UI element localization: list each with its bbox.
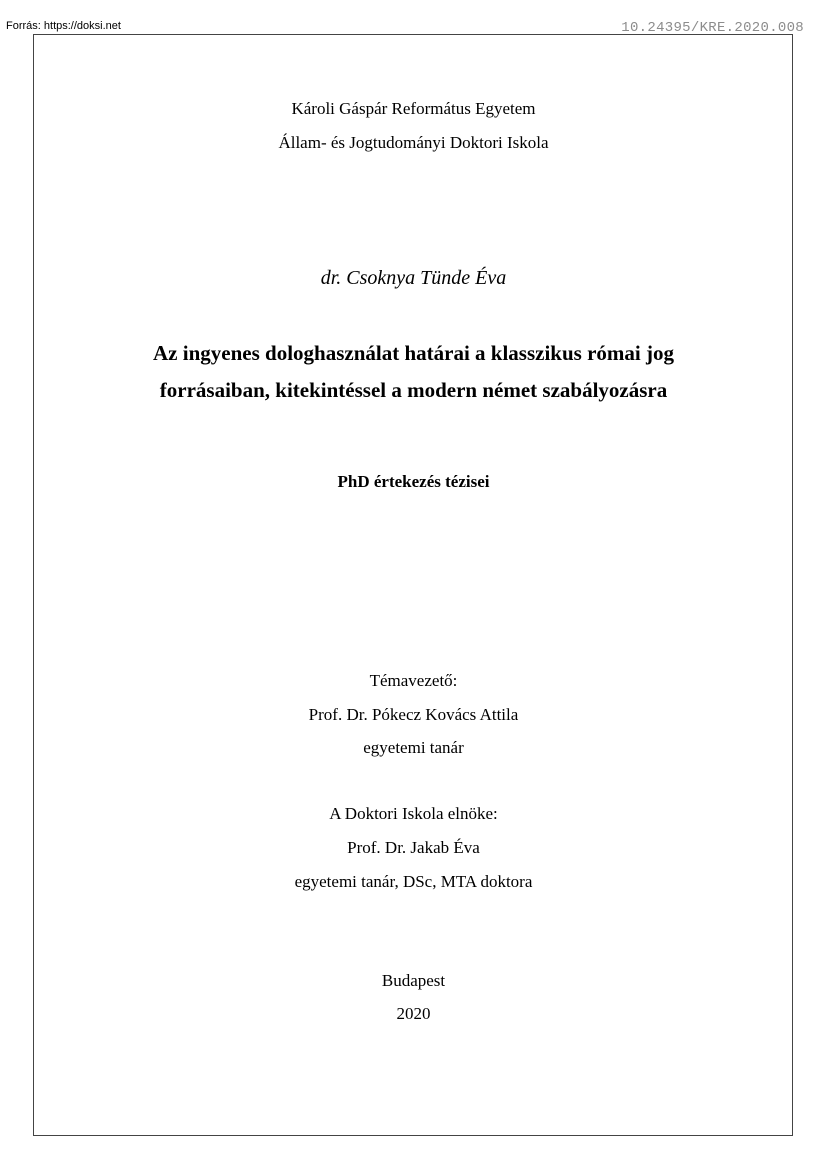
chair-label: A Doktori Iskola elnöke: bbox=[329, 804, 498, 823]
place: Budapest bbox=[381, 971, 446, 990]
doctoral-school-name: Állam- és Jogtudományi Doktori Iskola bbox=[278, 133, 549, 152]
supervisor-label: Témavezető: bbox=[369, 671, 458, 690]
author-name: dr. Csoknya Tünde Éva bbox=[320, 267, 507, 289]
chair-name: Prof. Dr. Jakab Éva bbox=[347, 838, 480, 857]
thesis-title-line-2: forrásaiban, kitekintéssel a modern német szabályozásra bbox=[159, 378, 668, 402]
thesis-title-line-1: Az ingyenes dologhasználat határai a klasszikus római jog bbox=[153, 341, 674, 365]
document-type: PhD értekezés tézisei bbox=[337, 472, 490, 491]
source-label: Forrás: https://doksi.net bbox=[6, 20, 121, 32]
year: 2020 bbox=[396, 1004, 431, 1023]
supervisor-name: Prof. Dr. Pókecz Kovács Attila bbox=[308, 705, 519, 724]
university-name: Károli Gáspár Református Egyetem bbox=[291, 99, 536, 118]
supervisor-position: egyetemi tanár bbox=[363, 738, 464, 757]
doi-label: 10.24395/KRE.2020.008 bbox=[621, 20, 804, 36]
chair-position: egyetemi tanár, DSc, MTA doktora bbox=[294, 872, 533, 891]
